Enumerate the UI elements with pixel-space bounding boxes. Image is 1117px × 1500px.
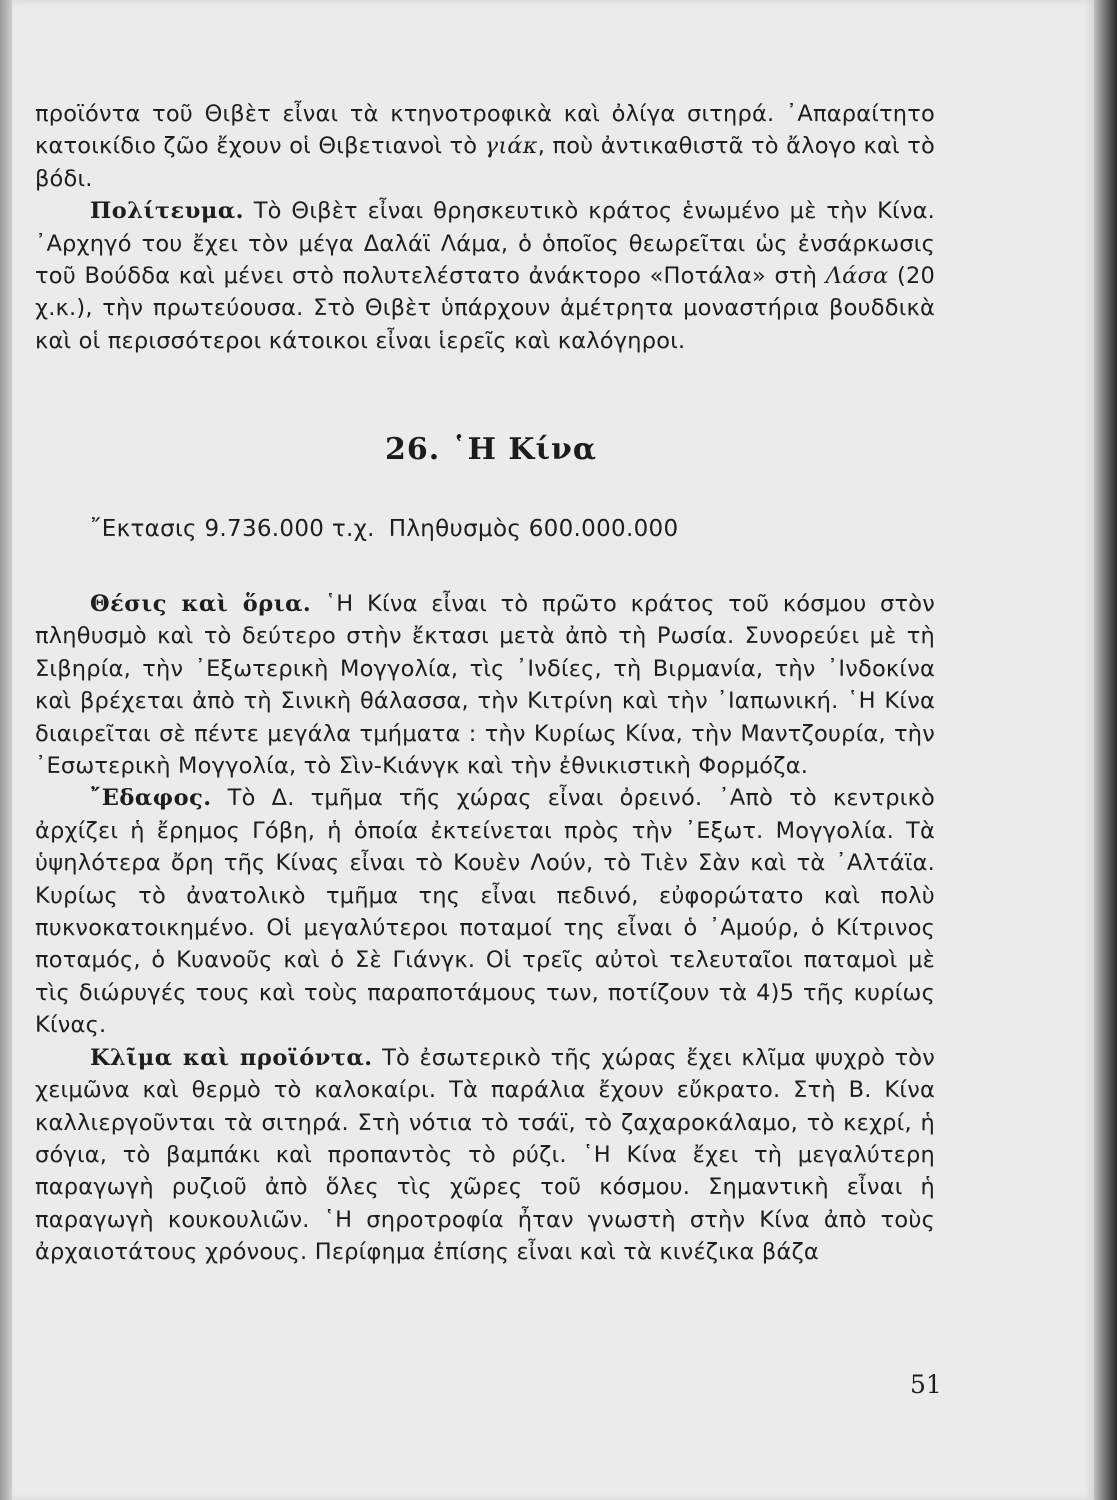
politeuma-heading: Πολίτευμα.: [90, 198, 244, 225]
politeuma-text-1: Τὸ Θιβὲτ εἶναι θρησκευτικὸ κράτος ἑνωμένο μὲ τὴν Κίνα. ᾿Αρχηγό του ἔχει τὸν μέγα Δαλάϊ Λάμα, ὁ ὁποῖος θεωρεῖται ὡς ἐνσάρκωσις τοῦ Βούδδα καὶ μένει στὸ πολυτελέστατο ἀνάκτορο «Ποτάλα» στὴ: [35, 198, 935, 290]
china-sections: [35, 588, 935, 1269]
section-body: Τὸ ἐσωτερικὸ τῆς χώρας ἔχει κλῖμα ψυχρὸ τὸν χειμῶνα καὶ θερμὸ τὸ καλοκαίρι. Τὰ παράλια ἔχουν εὔκρατο. Στὴ Β. Κίνα καλλιεργοῦνται τὰ σιτηρά. Στὴ νότια τὸ τσάϊ, τὸ ζαχαροκάλαμο, τὸ κεχρί, ἡ σόγια, τὸ βαμπάκι καὶ προπαντὸς τὸ ρύζι. ῾Η Κίνα ἔχει τὴ μεγαλύτερη παραγωγὴ ρυζιοῦ ἀπὸ ὅλες τὶς χῶρες τοῦ κόσμου. Σημαντικὴ εἶναι ἡ παραγωγὴ κουκουλιῶν. ῾Η σηροτροφία ἦταν γνωστὴ στὴν Κίνα ἀπὸ τοὺς ἀρχαιοτάτους χρόνους. Περίφημα ἐπίσης εἶναι καὶ τὰ κινέζικα βάζα: [35, 1044, 936, 1266]
tibet-products-paragraph: [35, 98, 935, 195]
politeuma-paragraph: [35, 195, 935, 357]
section-climate-products: [35, 1042, 935, 1269]
politeuma-italic-lhasa: Λάσα: [825, 263, 889, 290]
chapter-stats: [90, 516, 678, 542]
section-body: ῾Η Κίνα εἶναι τὸ πρῶτο κράτος τοῦ κόσμου στὸν πληθυσμὸ καὶ τὸ δεύτερο στὴν ἔκτασι μετὰ ἀπὸ τὴ Ρωσία. Συνορεύει μὲ τὴ Σιβηρία, τὴν ᾿Εξωτερικὴ Μογγολία, τὶς ᾿Ινδίες, τὴ Βιρμανία, τὴν ᾿Ινδοκίνα καὶ βρέχεται ἀπὸ τὴ Σινικὴ θάλασσα, τὴν Κιτρίνη καὶ τὴν ᾿Ιαπωνική. ῾Η Κίνα διαιρεῖται σὲ πέντε μεγάλα τμήματα : τὴν Κυρίως Κίνα, τὴν Μαντζουρία, τὴν ᾿Εσωτερικὴ Μογγολία, τὸ Σὶν-Κιάνγκ καὶ τὴν ἐθνικιστικὴ Φορμόζα.: [35, 591, 935, 780]
section-terrain: [35, 782, 935, 1041]
section-body: Τὸ Δ. τμῆμα τῆς χώρας εἶναι ὀρεινό. ᾿Απὸ τὸ κεντρικὸ ἀρχίζει ἡ ἔρημος Γόβη, ἡ ὁποία ἐκτείνεται πρὸς τὴν ᾿Εξωτ. Μογγολία. Τὰ ὑψηλότερα ὄρη τῆς Κίνας εἶναι τὸ Κουὲν Λούν, τὸ Τιὲν Σὰν καὶ τὰ ᾿Αλτάϊα. Κυρίως τὸ ἀνατολικὸ τμῆμα της εἶναι πεδινό, εὐφορώτατο καὶ πολὺ πυκνοκατοικημένο. Οἱ μεγαλύτεροι ποταμοί της εἶναι ὁ ᾿Αμούρ, ὁ Κίτρινος ποταμός, ὁ Κυανοῦς καὶ ὁ Σὲ Γιάνγκ. Οἱ τρεῖς αὐτοὶ τελευταῖοι παταμοὶ μὲ τὶς διώρυγές τους καὶ τοὺς παραποτάμους των, ποτίζουν τὰ 4)5 τῆς κυρίως Κίνας.: [35, 785, 935, 1039]
section-heading: Κλῖμα καὶ προϊόντα.: [90, 1044, 373, 1071]
chapter-title: 26. ῾Η Κίνα: [385, 432, 597, 467]
book-binding-edge: [0, 0, 12, 1500]
intro-text-1: προϊόντα τοῦ Θιβὲτ εἶναι τὰ κτηνοτροφικὰ καὶ ὀλίγα σιτηρά. ᾿Απαραίτητο κατοικίδιο ζῶο ἔχουν οἱ Θιβετιανοὶ τὸ: [35, 101, 935, 160]
intro-text-2: , ποὺ ἀντικαθιστᾶ τὸ ἄλογο καὶ τὸ βόδι.: [35, 133, 935, 192]
politeuma-text-2: (20 χ.κ.), τὴν πρωτεύουσα. Στὸ Θιβὲτ ὑπάρχουν ἀμέτρητα μοναστήρια βουδδικὰ καὶ οἱ περισσότεροι κάτοικοι εἶναι ἱερεῖς καὶ καλόγηροι.: [35, 263, 935, 354]
book-spine-shadow: [1094, 0, 1117, 1500]
population-stat: Πληθυσμὸς 600.000.000: [388, 516, 679, 542]
intro-italic-yak: γιάκ: [484, 133, 538, 160]
page-number: 51: [910, 1370, 942, 1399]
section-position-borders: [35, 588, 935, 782]
area-stat: ῎Εκτασις 9.736.000 τ.χ.: [90, 516, 375, 542]
section-heading: Θέσις καὶ ὅρια.: [90, 591, 312, 617]
previous-section-text: [35, 98, 935, 357]
section-heading: ῎Εδαφος.: [90, 785, 212, 812]
